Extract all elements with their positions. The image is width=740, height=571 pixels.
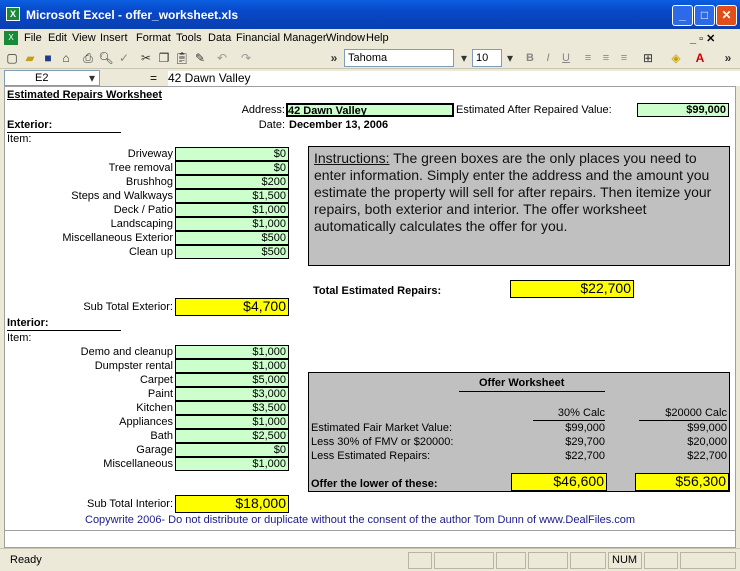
exterior-item-value[interactable]: $0 bbox=[175, 161, 289, 175]
exterior-heading: Exterior: bbox=[7, 119, 53, 131]
close-button[interactable]: ✕ bbox=[716, 5, 737, 26]
exterior-item-value[interactable]: $1,000 bbox=[175, 203, 289, 217]
offer-lower-v1: $46,600 bbox=[511, 473, 607, 491]
standard-toolbar bbox=[0, 47, 740, 69]
borders-icon[interactable]: ⊞ bbox=[642, 51, 654, 65]
italic-icon[interactable]: I bbox=[546, 52, 550, 64]
arv-input[interactable]: $99,000 bbox=[637, 103, 729, 117]
toolbar-options-icon-2[interactable]: » bbox=[724, 51, 732, 65]
interior-item: Dumpster rental bbox=[94, 360, 173, 372]
title-bar bbox=[0, 0, 740, 29]
workbook-icon[interactable]: X bbox=[4, 31, 18, 45]
menu-bar bbox=[0, 29, 740, 47]
offer-col2-rule bbox=[639, 420, 727, 421]
font-size-dropdown-icon[interactable]: ▾ bbox=[506, 51, 514, 65]
interior-item: Appliances bbox=[119, 416, 173, 428]
offer-row-v2: $99,000 bbox=[687, 422, 727, 434]
excel-app-icon[interactable]: X bbox=[6, 7, 20, 21]
offer-heading-rule bbox=[459, 391, 605, 392]
spelling-icon[interactable]: ✓ bbox=[118, 51, 130, 65]
interior-item-value[interactable]: $2,500 bbox=[175, 429, 289, 443]
cut-icon[interactable]: ✂ bbox=[140, 51, 152, 65]
align-left-icon[interactable]: ≡ bbox=[584, 52, 592, 64]
status-cell bbox=[680, 552, 736, 569]
menu-help[interactable]: Help bbox=[366, 32, 389, 44]
fill-color-icon[interactable]: ◈ bbox=[671, 51, 681, 65]
menu-tools[interactable]: Tools bbox=[176, 32, 202, 44]
arv-label: Estimated After Repaired Value: bbox=[456, 104, 612, 116]
exterior-item: Landscaping bbox=[110, 218, 173, 230]
maximize-button[interactable]: □ bbox=[694, 5, 715, 26]
formula-bar bbox=[0, 70, 740, 86]
address-input[interactable]: 42 Dawn Valley bbox=[286, 103, 454, 117]
offer-heading: Offer Worksheet bbox=[479, 377, 565, 389]
interior-item: Kitchen bbox=[136, 402, 173, 414]
offer-row-v1: $22,700 bbox=[565, 450, 605, 462]
subtotal-interior-value: $18,000 bbox=[175, 495, 289, 513]
new-icon[interactable]: ▢ bbox=[6, 51, 18, 65]
name-box-dropdown-icon[interactable]: ▾ bbox=[88, 71, 96, 85]
offer-row-label: Less 30% of FMV or $20000: bbox=[311, 436, 454, 448]
exterior-item: Clean up bbox=[128, 246, 173, 258]
open-icon[interactable]: ▰ bbox=[25, 51, 35, 65]
instructions-text: The green boxes are the only places you need to enter information. Simply enter the address and the amount you estimate the property will sell for after repairs. Then itemize your repairs, both exterior and interior. The offer worksheet automatically calculates the offer for you. bbox=[314, 150, 712, 234]
font-name-select[interactable]: Tahoma bbox=[344, 49, 454, 67]
window-title: Microsoft Excel - offer_worksheet.xls bbox=[26, 8, 239, 22]
exterior-item-value[interactable]: $1,500 bbox=[175, 189, 289, 203]
exterior-item-value[interactable]: $1,000 bbox=[175, 217, 289, 231]
menu-view[interactable]: View bbox=[72, 32, 96, 44]
total-repairs-label: Total Estimated Repairs: bbox=[313, 285, 442, 297]
exterior-item: Miscellaneous Exterior bbox=[62, 232, 173, 244]
status-bar bbox=[0, 548, 740, 571]
exterior-item: Brushhog bbox=[125, 176, 173, 188]
font-color-icon[interactable]: A bbox=[695, 51, 705, 65]
interior-item-value[interactable]: $1,000 bbox=[175, 457, 289, 471]
offer-row-label: Estimated Fair Market Value: bbox=[311, 422, 453, 434]
copyright-notice: Copywrite 2006- Do not distribute or duplicate without the consent of the author Tom Dunn of www.DealFiles.com bbox=[85, 514, 636, 526]
exterior-item-value[interactable]: $0 bbox=[175, 147, 289, 161]
align-right-icon[interactable]: ≡ bbox=[620, 52, 628, 64]
workbook-window-controls[interactable]: _ ▫ ✕ bbox=[690, 33, 716, 45]
interior-item: Carpet bbox=[139, 374, 173, 386]
toolbar-options-icon[interactable]: » bbox=[330, 51, 338, 65]
offer-row-v1: $99,000 bbox=[565, 422, 605, 434]
save-icon[interactable]: ■ bbox=[44, 51, 52, 65]
status-cell bbox=[408, 552, 432, 569]
subtotal-exterior-label: Sub Total Exterior: bbox=[83, 301, 173, 313]
instructions-box bbox=[308, 146, 730, 266]
interior-item-value[interactable]: $0 bbox=[175, 443, 289, 457]
interior-heading: Interior: bbox=[7, 317, 49, 329]
interior-item-value[interactable]: $3,000 bbox=[175, 387, 289, 401]
copy-icon[interactable]: ❐ bbox=[158, 51, 170, 65]
worksheet[interactable] bbox=[4, 86, 736, 548]
offer-row-v1: $29,700 bbox=[565, 436, 605, 448]
interior-item-value[interactable]: $1,000 bbox=[175, 345, 289, 359]
instructions-heading: Instructions: bbox=[314, 150, 390, 166]
offer-col1-header: 30% Calc bbox=[557, 407, 605, 419]
offer-row-v2: $20,000 bbox=[687, 436, 727, 448]
menu-format[interactable]: Format bbox=[136, 32, 171, 44]
formula-input[interactable]: 42 Dawn Valley bbox=[168, 71, 740, 86]
exterior-item: Steps and Walkways bbox=[71, 190, 173, 202]
name-box[interactable]: E2 bbox=[4, 70, 100, 86]
exterior-item-label: Item: bbox=[7, 133, 32, 145]
redo-icon[interactable]: ↷ bbox=[240, 51, 252, 65]
interior-item: Miscellaneous bbox=[103, 458, 173, 470]
sheet-title: Estimated Repairs Worksheet bbox=[7, 89, 163, 101]
status-cell bbox=[644, 552, 678, 569]
offer-worksheet-box bbox=[308, 372, 730, 492]
interior-item: Paint bbox=[147, 388, 173, 400]
offer-lower-label: Offer the lower of these: bbox=[311, 478, 438, 490]
minimize-button[interactable]: _ bbox=[672, 5, 693, 26]
menu-insert[interactable]: Insert bbox=[100, 32, 128, 44]
exterior-item: Deck / Patio bbox=[113, 204, 173, 216]
subtotal-interior-label: Sub Total Interior: bbox=[86, 498, 173, 510]
interior-heading-rule bbox=[7, 330, 121, 331]
formula-equals: = bbox=[150, 71, 158, 85]
status-cell bbox=[528, 552, 568, 569]
print-preview-icon[interactable]: 🔍︎ bbox=[98, 51, 114, 65]
status-cell bbox=[570, 552, 606, 569]
date-label: Date: bbox=[258, 119, 285, 131]
date-value: December 13, 2006 bbox=[289, 119, 389, 131]
offer-lower-v2: $56,300 bbox=[635, 473, 729, 491]
interior-item-value[interactable]: $5,000 bbox=[175, 373, 289, 387]
interior-item-value[interactable]: $3,500 bbox=[175, 401, 289, 415]
status-cell bbox=[496, 552, 526, 569]
subtotal-exterior-value: $4,700 bbox=[175, 298, 289, 316]
interior-item: Bath bbox=[150, 430, 173, 442]
menu-file[interactable]: File bbox=[24, 32, 42, 44]
menu-financial-manager[interactable]: Financial Manager bbox=[236, 32, 327, 44]
address-label: Address: bbox=[241, 104, 285, 116]
exterior-item-value[interactable]: $500 bbox=[175, 245, 289, 259]
status-num: NUM bbox=[608, 552, 642, 569]
interior-item-value[interactable]: $1,000 bbox=[175, 415, 289, 429]
exterior-item: Driveway bbox=[127, 148, 173, 160]
sheet-bottom-rule bbox=[5, 530, 736, 531]
permission-icon[interactable]: ⌂ bbox=[62, 51, 70, 65]
print-icon[interactable]: ⎙ bbox=[83, 51, 93, 65]
exterior-item-value[interactable]: $500 bbox=[175, 231, 289, 245]
offer-col2-header: $20000 Calc bbox=[665, 407, 727, 419]
status-cell bbox=[434, 552, 494, 569]
offer-col1-rule bbox=[533, 420, 605, 421]
interior-item: Garage bbox=[136, 444, 173, 456]
menu-window[interactable]: Window bbox=[326, 32, 366, 44]
undo-icon[interactable]: ↶ bbox=[216, 51, 228, 65]
bold-icon[interactable]: B bbox=[526, 52, 534, 64]
interior-item-value[interactable]: $1,000 bbox=[175, 359, 289, 373]
status-ready: Ready bbox=[10, 554, 42, 566]
font-name-dropdown-icon[interactable]: ▾ bbox=[460, 51, 468, 65]
align-center-icon[interactable]: ≡ bbox=[602, 52, 610, 64]
menu-edit[interactable]: Edit bbox=[48, 32, 67, 44]
paste-icon[interactable]: 📋︎ bbox=[174, 51, 190, 65]
format-painter-icon[interactable]: ✎ bbox=[194, 51, 206, 65]
interior-item-label: Item: bbox=[7, 332, 32, 344]
underline-icon[interactable]: U bbox=[562, 52, 570, 64]
offer-row-v2: $22,700 bbox=[687, 450, 727, 462]
exterior-item-value[interactable]: $200 bbox=[175, 175, 289, 189]
total-repairs-value: $22,700 bbox=[510, 280, 634, 298]
exterior-item: Tree removal bbox=[108, 162, 173, 174]
menu-data[interactable]: Data bbox=[208, 32, 232, 44]
interior-item: Demo and cleanup bbox=[80, 346, 173, 358]
offer-row-label: Less Estimated Repairs: bbox=[311, 450, 431, 462]
font-size-select[interactable]: 10 bbox=[472, 49, 502, 67]
